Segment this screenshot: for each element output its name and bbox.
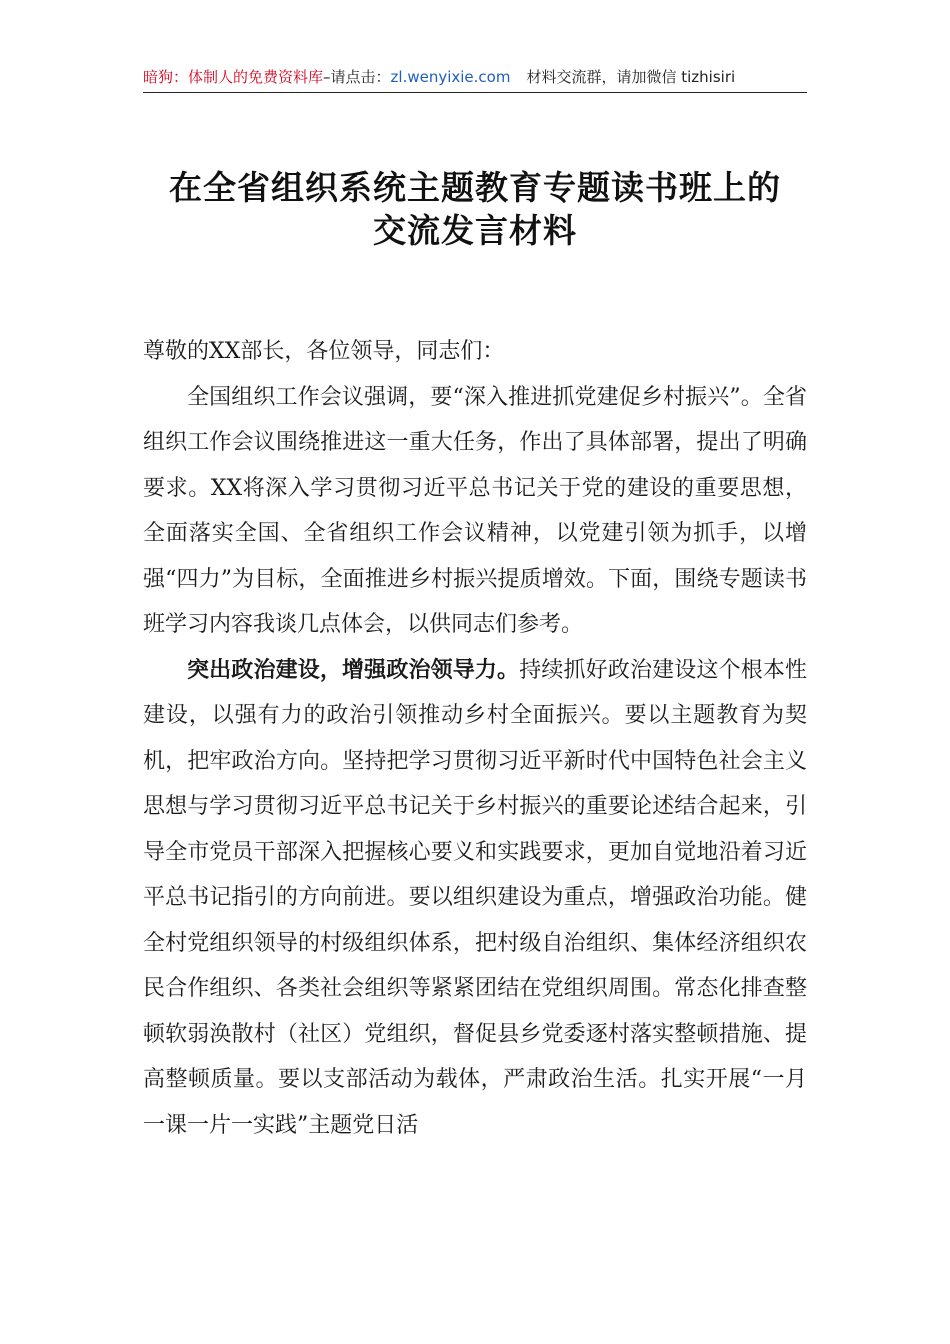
document-title-line1: 在全省组织系统主题教育专题读书班上的 <box>169 168 781 207</box>
paragraph-2-text: 持续抓好政治建设这个根本性建设，以强有力的政治引领推动乡村全面振兴。要以主题教育为契机，把牢政治方向。坚持把学习贯彻习近平新时代中国特色社会主义思想与学习贯彻习近平总书记关于乡村振兴的重要论述结合起来，引导全市党员干部深入把握核心要义和实践要求，更加自觉地沿着习近平总书记指引的方向前进。要以组织建设为重点，增强政治功能。健全村党组织领导的村级组织体系，把村级自治组织、集体经济组织农民合作组织、各类社会组织等紧紧团结在党组织周围。常态化排查整顿软弱涣散村（社区）党组织，督促县乡党委逐村落实整顿措施、提高整顿质量。要以支部活动为载体，严肃政治生活。扎实开展“一月一课一片一实践”主题党日活 <box>143 657 807 1138</box>
paragraph-2-lead: 突出政治建设，增强政治领导力。 <box>187 656 520 683</box>
salutation: 尊敬的XX部长，各位领导，同志们： <box>143 339 505 364</box>
page-header <box>143 66 807 93</box>
paragraph-2 <box>143 648 807 1149</box>
header-site-name: 暗狗：体制人的免费资料库 <box>143 68 324 86</box>
document-body <box>143 329 807 1148</box>
header-group-note: 材料交流群，请加微信 tizhisiri <box>526 68 736 86</box>
document-title-line2: 交流发言材料 <box>373 211 577 250</box>
header-click-prompt: –请点击： <box>323 68 391 86</box>
paragraph-1: 全国组织工作会议强调，要“深入推进抓党建促乡村振兴”。全省组织工作会议围绕推进这一重大任务，作出了具体部署，提出了明确要求。XX将深入学习贯彻习近平总书记关于党的建设的重要思想，全面落实全国、全省组织工作会议精神，以党建引领为抓手，以增强“四力”为目标，全面推进乡村振兴提质增效。下面，围绕专题读书班学习内容我谈几点体会，以供同志们参考。 <box>143 384 807 637</box>
header-url-link[interactable]: zl.wenyixie.com <box>390 68 511 86</box>
